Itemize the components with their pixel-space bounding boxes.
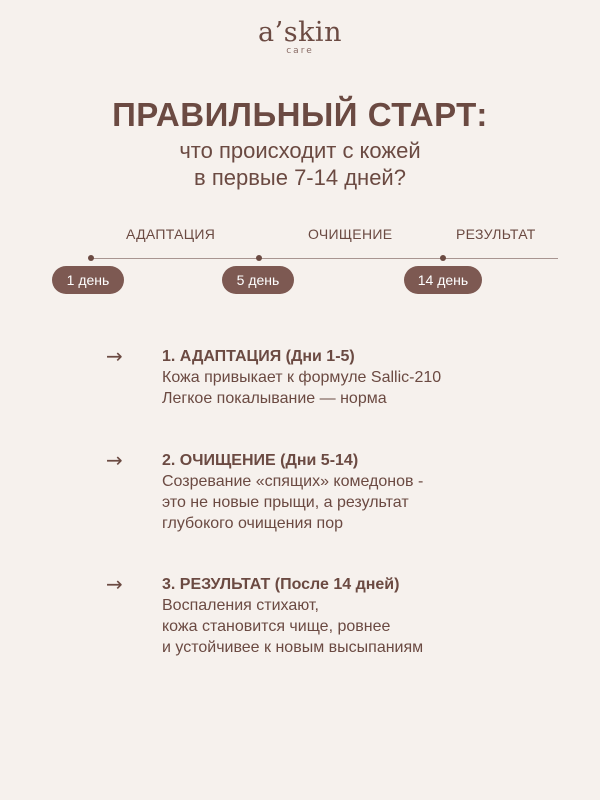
arrow-right-icon: → [106,344,123,368]
timeline-dot-2 [256,255,262,261]
step-line: глубокого очищения пор [162,515,344,532]
arrow-right-icon: → [106,572,123,596]
logo-wordmark: a’skin [258,17,342,48]
timeline-dot-1 [88,255,94,261]
step-title: 1. АДАПТАЦИЯ (Дни 1-5) [162,348,355,365]
step-line: Воспаления стихают, [162,597,319,614]
page-subtitle [0,137,600,191]
step-line: Легкое покалывание — норма [162,390,387,407]
subtitle-line-1: что происходит с кожей [179,138,421,163]
step-line: кожа становится чище, ровнее [162,618,391,635]
timeline [0,226,600,306]
milestone-day-5: 5 день [222,266,294,294]
step-title: 3. РЕЗУЛЬТАТ (После 14 дней) [162,576,400,593]
step-line: Кожа привыкает к формуле Sallic-210 [162,369,442,386]
milestone-day-14: 14 день [404,266,482,294]
brand-logo [0,18,600,56]
logo-subtitle: care [286,46,314,56]
timeline-line [90,258,558,259]
step-line: и устойчивее к новым высыпаниям [162,639,424,656]
step-line: это не новые прыщи, а результат [162,494,409,511]
arrow-right-icon: → [106,448,123,472]
timeline-label-result: РЕЗУЛЬТАТ [456,226,536,242]
subtitle-line-2: в первые 7-14 дней? [194,165,406,190]
timeline-label-cleansing: ОЧИЩЕНИЕ [308,226,393,242]
timeline-dot-3 [440,255,446,261]
title-block [0,96,600,191]
milestone-day-1: 1 день [52,266,124,294]
step-text [162,450,582,534]
step-line: Созревание «спящих» комедонов - [162,473,424,490]
step-title: 2. ОЧИЩЕНИЕ (Дни 5-14) [162,452,359,469]
step-text [162,346,582,409]
step-text [162,574,582,658]
timeline-label-adaptation: АДАПТАЦИЯ [126,226,216,242]
page-title: ПРАВИЛЬНЫЙ СТАРТ: [112,96,488,133]
